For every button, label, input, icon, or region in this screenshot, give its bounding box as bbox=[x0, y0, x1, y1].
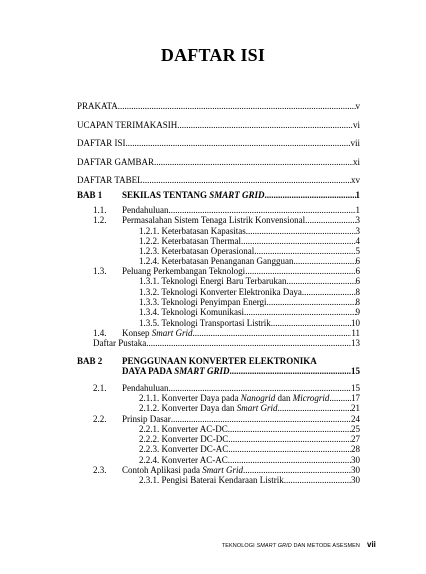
toc-entry-2-2-3[interactable]: 2.2.3. Konverter DC-AC ..... 28 bbox=[139, 444, 360, 455]
toc-entry-1-3-5[interactable]: 1.3.5. Teknologi Transportasi Listrik ..... 10 bbox=[139, 318, 360, 329]
toc-entry-1-2[interactable]: Permasalahan Sistem Tenaga Listrik Konvensional ..... 3 bbox=[122, 215, 360, 226]
running-footer: TEKNOLOGI SMART GRID DAN METODE ASESMEN bbox=[221, 543, 360, 549]
chapter-2-title[interactable]: DAYA PADA SMART GRID ..... 15 bbox=[122, 366, 360, 377]
page-number: vii bbox=[367, 540, 376, 549]
toc-entry-daftar-isi[interactable]: DAFTAR ISI ..... vii bbox=[77, 138, 360, 149]
section-number: 1.1. bbox=[93, 205, 107, 215]
toc-entry-2-1[interactable]: Pendahuluan ..... 15 bbox=[122, 383, 360, 394]
toc-entry-1-3[interactable]: Peluang Perkembangan Teknologi ..... 6 bbox=[122, 266, 360, 277]
section-number: 2.3. bbox=[93, 465, 107, 475]
toc-entry-daftar-gambar[interactable]: DAFTAR GAMBAR ..... xi bbox=[77, 157, 360, 168]
toc-entry-1-3-3[interactable]: 1.3.3. Teknologi Penyimpan Energi ..... 8 bbox=[139, 297, 360, 308]
section-number: 1.2. bbox=[93, 215, 107, 225]
toc-entry-2-2-4[interactable]: 2.2.4. Konverter AC-AC ..... 30 bbox=[139, 455, 360, 466]
toc-entry-2-1-2[interactable]: 2.1.2. Konverter Daya dan Smart Grid ..... 21 bbox=[139, 403, 360, 414]
section-number: 1.4. bbox=[93, 328, 107, 338]
toc-entry-2-1-1[interactable]: 2.1.1. Konverter Daya pada Nanogrid dan Microgrid ..... 17 bbox=[139, 393, 360, 404]
toc-entry-daftar-tabel[interactable]: DAFTAR TABEL ..... xv bbox=[77, 175, 360, 186]
toc-entry-1-2-4[interactable]: 1.2.4. Keterbatasan Penanganan Gangguan ..... 6 bbox=[139, 256, 360, 267]
toc-entry-ucapan-terimakasih[interactable]: UCAPAN TERIMAKASIH ..... vi bbox=[77, 120, 360, 131]
toc-entry-prakata[interactable]: PRAKATA ..... v bbox=[77, 101, 360, 112]
toc-entry-1-2-3[interactable]: 1.2.3. Keterbatasan Operasional ..... 5 bbox=[139, 246, 360, 257]
toc-entry-2-3-1[interactable]: 2.3.1. Pengisi Baterai Kendaraan Listrik ..... 30 bbox=[139, 475, 360, 486]
page-title: DAFTAR ISI bbox=[160, 45, 266, 65]
chapter-2-title-line1: PENGGUNAAN KONVERTER ELEKTRONIKA bbox=[122, 356, 317, 366]
toc-entry-2-2-1[interactable]: 2.2.1. Konverter AC-DC ..... 25 bbox=[139, 424, 360, 435]
chapter-1-number: BAB 1 bbox=[77, 190, 103, 200]
toc-entry-daftar-pustaka-1[interactable]: Daftar Pustaka ..... 13 bbox=[93, 338, 360, 349]
toc-entry-1-2-2[interactable]: 1.2.2. Keterbatasan Thermal ..... 4 bbox=[139, 236, 360, 247]
toc-entry-1-2-1[interactable]: 1.2.1. Keterbatasan Kapasitas ..... 3 bbox=[139, 226, 360, 237]
chapter-1-title[interactable]: SEKILAS TENTANG SMART GRID ..... 1 bbox=[122, 190, 360, 201]
section-number: 2.2. bbox=[93, 414, 107, 424]
toc-entry-2-2-2[interactable]: 2.2.2. Konverter DC-DC ..... 27 bbox=[139, 434, 360, 445]
section-number: 1.3. bbox=[93, 266, 107, 276]
toc-entry-1-3-2[interactable]: 1.3.2. Teknologi Konverter Elektronika Daya ..... 8 bbox=[139, 287, 360, 298]
section-number: 2.1. bbox=[93, 383, 107, 393]
toc-entry-1-4[interactable]: Konsep Smart Grid ..... 11 bbox=[122, 328, 360, 339]
toc-entry-2-2[interactable]: Prinsip Dasar ..... 24 bbox=[122, 414, 360, 425]
chapter-2-number: BAB 2 bbox=[77, 356, 103, 366]
toc-entry-1-1[interactable]: Pendahuluan ..... 1 bbox=[122, 205, 360, 216]
toc-entry-1-3-1[interactable]: 1.3.1. Teknologi Energi Baru Terbarukan ..... 6 bbox=[139, 276, 360, 287]
toc-entry-2-3[interactable]: Contoh Aplikasi pada Smart Grid ..... 30 bbox=[122, 465, 360, 476]
toc-entry-1-3-4[interactable]: 1.3.4. Teknologi Komunikasi ..... 9 bbox=[139, 307, 360, 318]
